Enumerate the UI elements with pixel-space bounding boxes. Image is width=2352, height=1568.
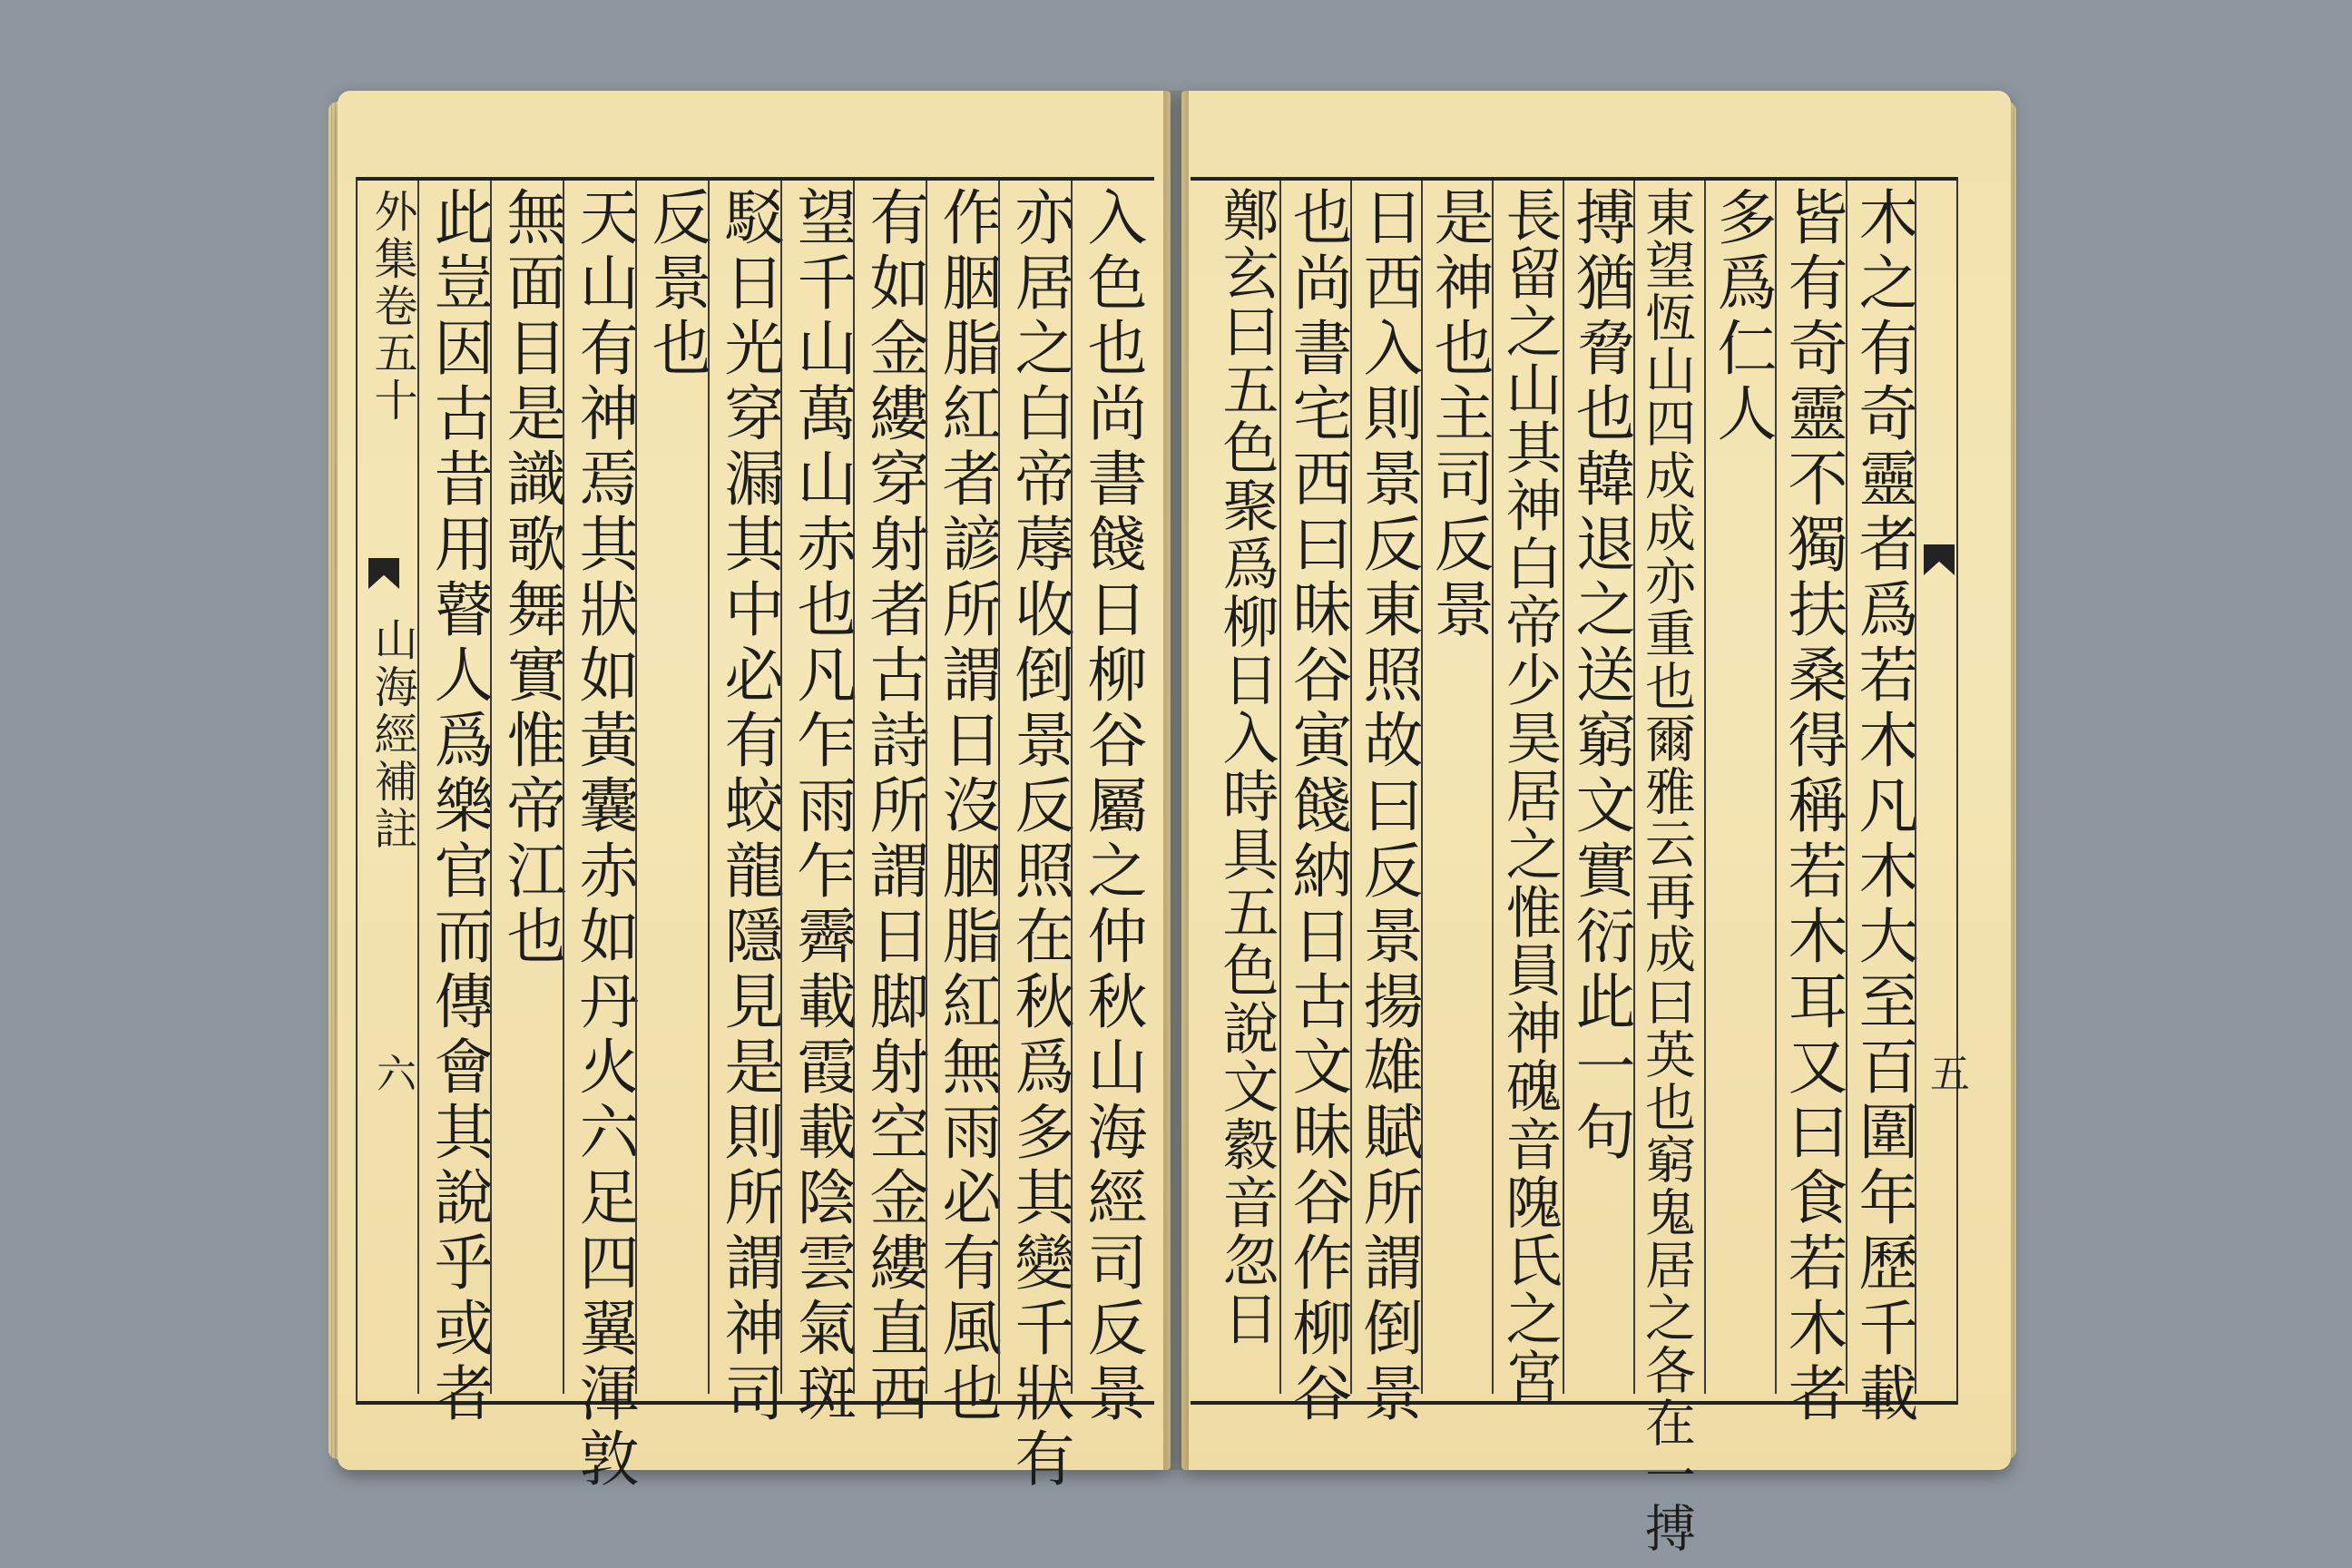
column-rule (635, 181, 637, 1394)
left-column-6: 駁日光穿漏其中必有蛟龍隱見是則所謂神司 (714, 186, 784, 1427)
column-rule (417, 181, 419, 1394)
right-column-6: 長留之山其神白帝少昊居之惟員神磈音隗氏之宮 (1496, 186, 1563, 1406)
column-rule (1563, 181, 1564, 1394)
column-rule (926, 181, 927, 1394)
column-rule (1915, 181, 1916, 1394)
column-rule (563, 181, 564, 1394)
right-column-7: 是神也主司反景 (1424, 186, 1494, 643)
left-margin-subtitle: 山海經補註 (367, 617, 417, 853)
left-column-4: 有如金縷穿射者古詩所謂日脚射空金縷直西 (859, 186, 929, 1427)
right-column-8: 日西入則景反東照故曰反景揚雄賦所謂倒景 (1353, 186, 1423, 1427)
column-rule (1633, 181, 1635, 1394)
left-column-1: 入色也尚書餞日柳谷屬之仲秋山海經司反景 (1077, 186, 1147, 1427)
right-column-3: 多爲仁人 (1707, 186, 1777, 447)
column-rule (1492, 181, 1494, 1394)
left-column-2: 亦居之白帝蓐收倒景反照在秋爲多其變千狀有 (1004, 186, 1074, 1493)
left-column-5: 望千山萬山赤也凡乍雨乍霽載霞載陰雲氣斑 (787, 186, 857, 1427)
column-rule (998, 181, 1000, 1394)
column-rule (1350, 181, 1352, 1394)
column-rule (490, 181, 492, 1394)
right-column-5: 搏猶脅也韓退之送窮文實衍此一句 (1565, 186, 1635, 1166)
column-rule (780, 181, 782, 1394)
right-column-10: 鄭玄曰五色聚爲柳日入時具五色說文縠音忽日 (1213, 186, 1279, 1348)
column-rule (708, 181, 710, 1394)
column-rule (853, 181, 855, 1394)
column-rule (1704, 181, 1706, 1394)
book-gutter (1163, 91, 1189, 1470)
column-rule (1775, 181, 1777, 1394)
left-column-8: 天山有神焉其狀如黃囊赤如丹火六足四翼渾敦 (569, 186, 639, 1493)
right-column-9: 也尚書宅西曰昧谷寅餞納日古文昧谷作柳谷 (1282, 186, 1352, 1427)
left-column-10: 此豈因古昔用瞽人爲樂官而傳會其說乎或者 (424, 186, 494, 1427)
column-rule (1279, 181, 1281, 1394)
left-column-9: 無面目是識歌舞實惟帝江也 (496, 186, 566, 970)
right-column-4: 東望恆山四成成亦重也爾雅云再成曰英也窮鬼居之各在一搏 (1637, 186, 1696, 1554)
left-column-7: 反景也 (642, 186, 711, 382)
column-rule (1421, 181, 1423, 1394)
right-column-1: 木之有奇靈者爲若木凡木大至百圍年歷千載 (1848, 186, 1918, 1427)
column-rule (1846, 181, 1847, 1394)
column-rule (1071, 181, 1073, 1394)
left-margin-title: 外集卷五十 (367, 189, 417, 425)
left-folio-number: 六 (369, 1053, 416, 1093)
left-column-3: 作胭脂紅者諺所謂日沒胭脂紅無雨必有風也 (932, 186, 1002, 1427)
right-column-2: 皆有奇靈不獨扶桑得稱若木耳又曰食若木者 (1778, 186, 1847, 1427)
right-folio-number: 五 (1923, 1053, 1969, 1093)
